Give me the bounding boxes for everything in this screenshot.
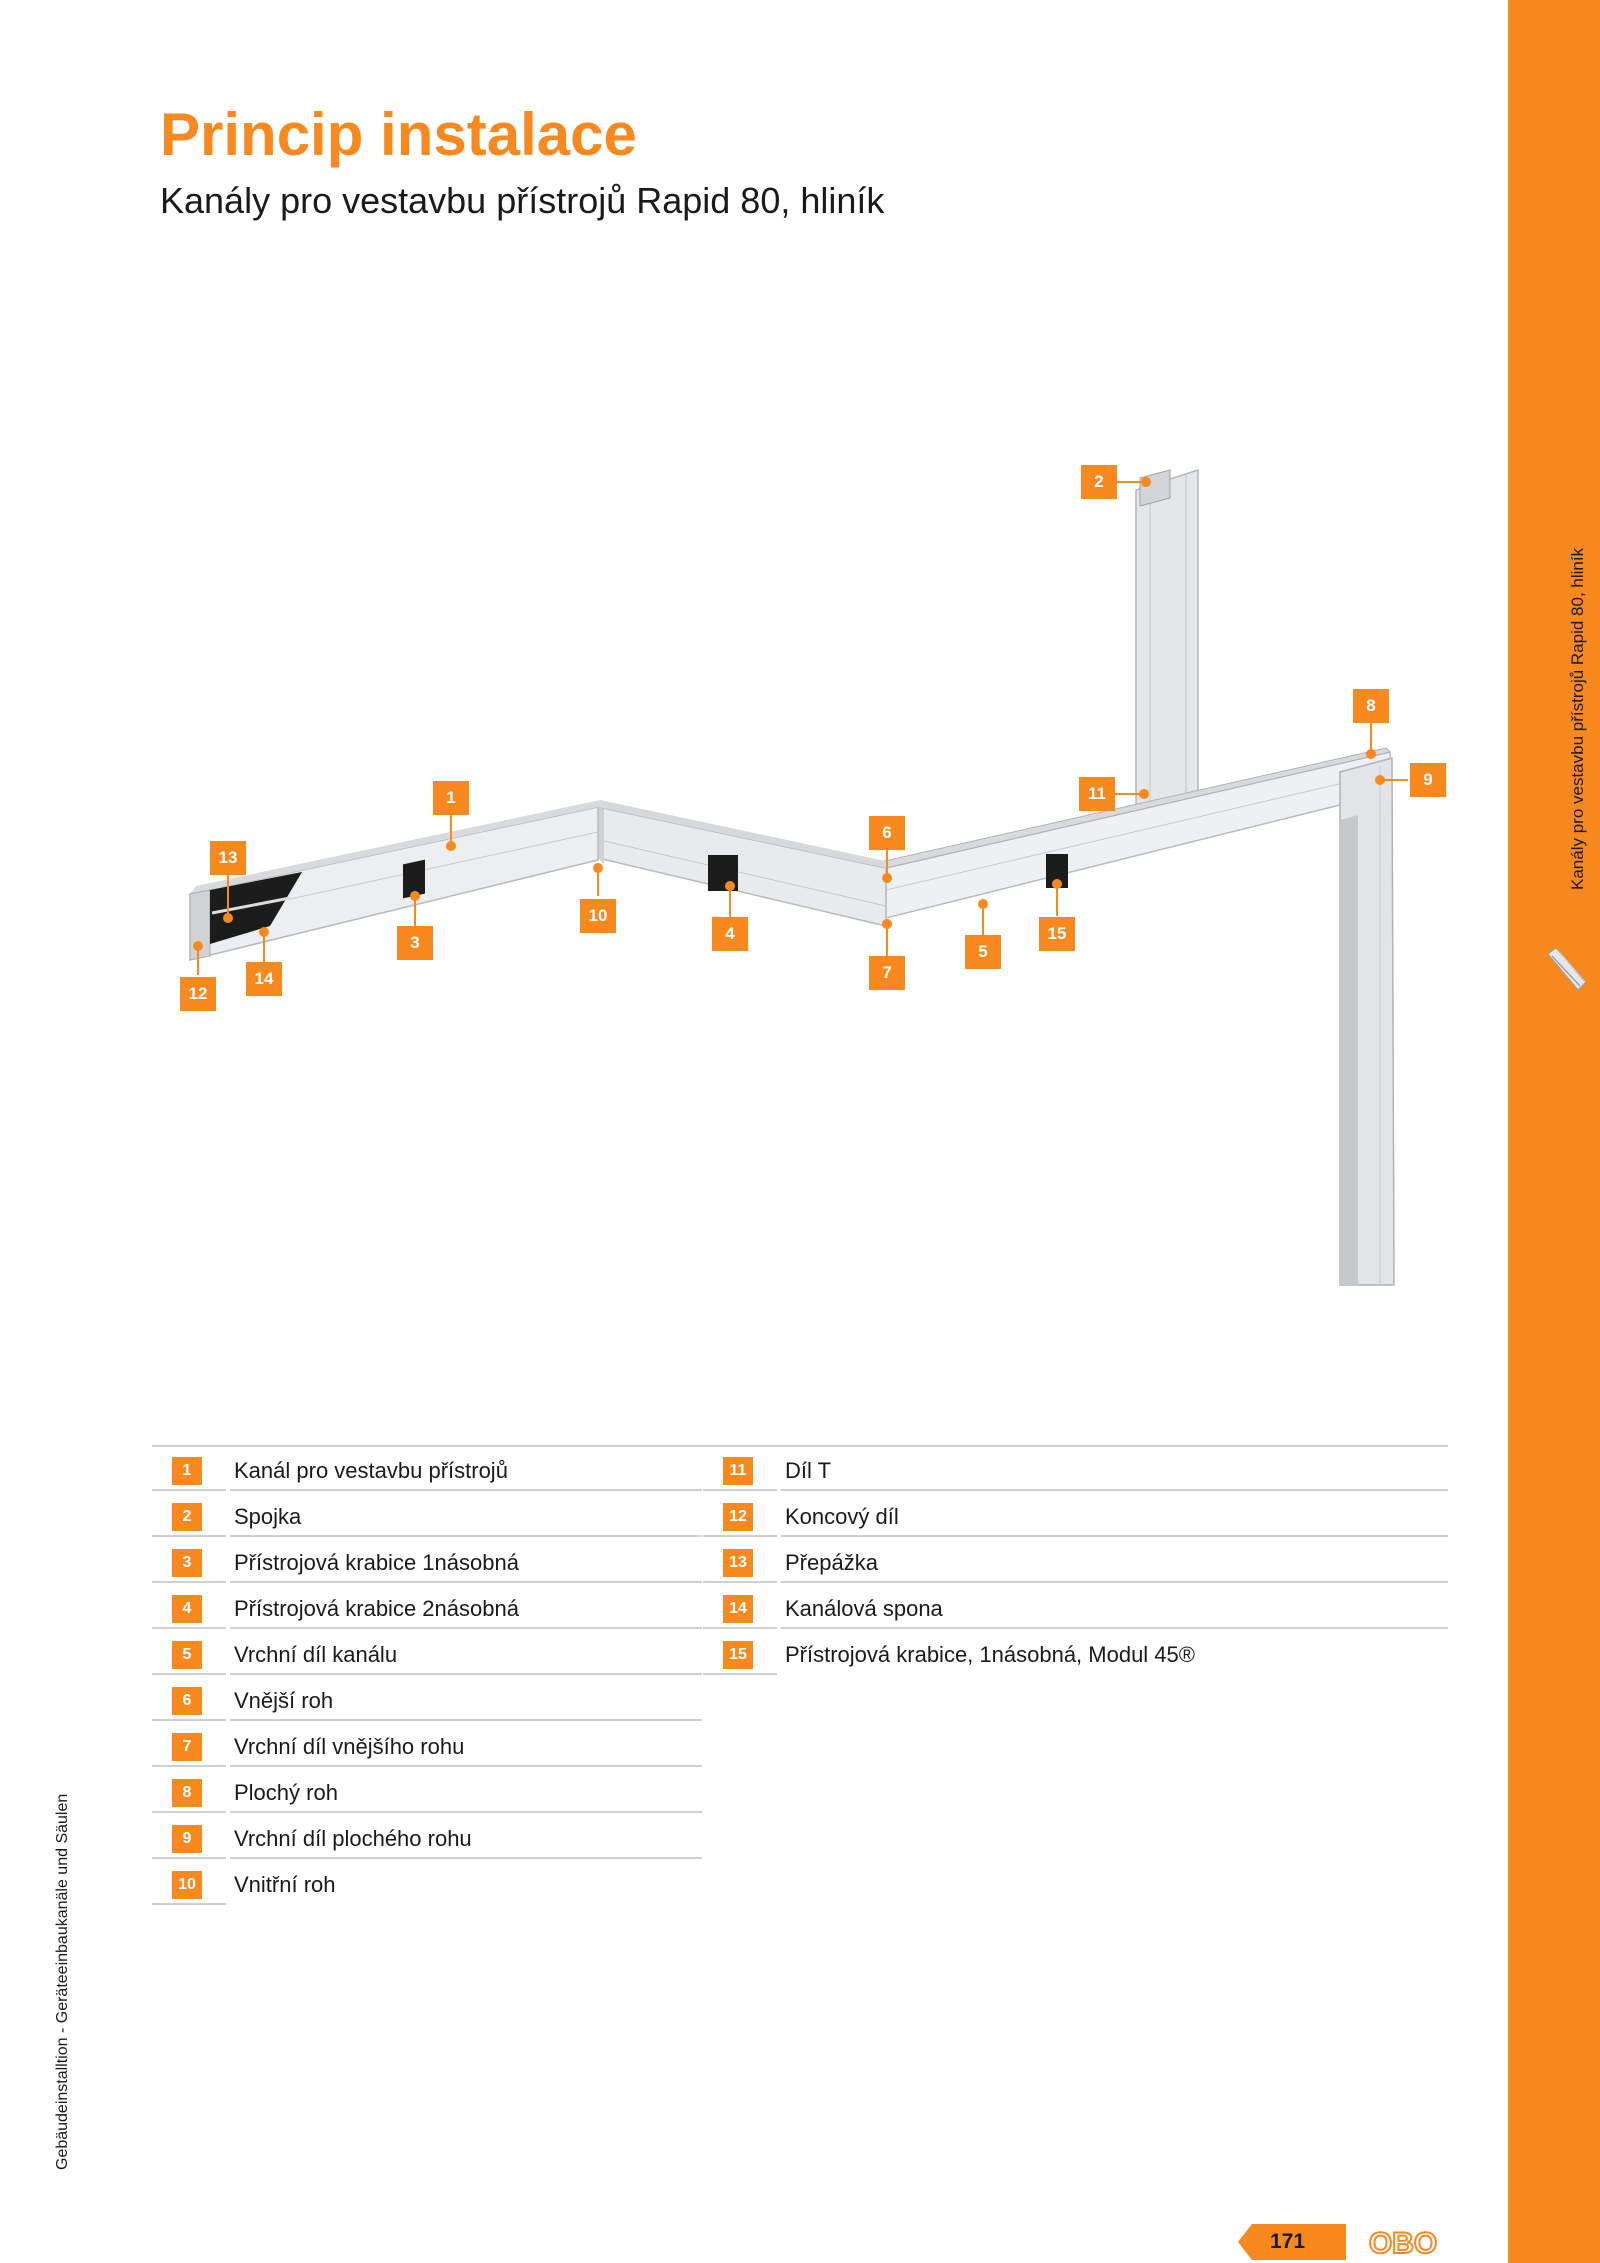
legend-label: Vnější roh [234, 1688, 334, 1713]
legend-label: Koncový díl [785, 1504, 899, 1529]
legend-item [703, 1583, 1448, 1629]
legend-item [152, 1629, 702, 1675]
legend-item [152, 1721, 702, 1767]
vertical-riser [1136, 470, 1198, 816]
legend-label: Vnitřní roh [234, 1872, 336, 1897]
legend-item [152, 1859, 702, 1905]
legend-label: Vrchní díl vnějšího rohu [234, 1734, 465, 1759]
callout-5: 5 [965, 935, 1001, 969]
legend-number: 6 [172, 1687, 202, 1715]
sidebar-band [1508, 0, 1600, 2263]
page-subtitle: Kanály pro vestavbu přístrojů Rapid 80, hliník [160, 180, 885, 221]
channel-middle [598, 807, 886, 926]
sidebar-section-title: Kanály pro vestavbu přístrojů Rapid 80, hliník [1568, 547, 1587, 890]
legend-item [152, 1491, 702, 1537]
legend-number: 5 [172, 1641, 202, 1669]
legend-item [152, 1813, 702, 1859]
legend-item [703, 1445, 1448, 1491]
legend-item [703, 1491, 1448, 1537]
legend-label: Přepážka [785, 1550, 878, 1575]
legend-item [152, 1583, 702, 1629]
callout-11: 11 [1079, 777, 1115, 811]
legend-number: 12 [723, 1503, 753, 1531]
legend-number: 10 [172, 1871, 202, 1899]
legend-item [152, 1675, 702, 1721]
callout-7: 7 [869, 956, 905, 990]
legend-divider [152, 1903, 226, 1905]
callout-9: 9 [1410, 763, 1446, 797]
legend-label: Plochý roh [234, 1780, 338, 1805]
legend-item [152, 1445, 702, 1491]
legend-number: 15 [723, 1641, 753, 1669]
legend-item [152, 1537, 702, 1583]
page-number: 171 [1270, 2230, 1306, 2253]
legend-number: 11 [723, 1457, 753, 1485]
page-title: Princip instalace [160, 101, 637, 168]
legend-label: Přístrojová krabice 2násobná [234, 1596, 519, 1621]
legend-label: Díl T [785, 1458, 832, 1483]
legend-number: 8 [172, 1779, 202, 1807]
callout-8: 8 [1353, 689, 1389, 723]
legend-label: Přístrojová krabice 1násobná [234, 1550, 519, 1575]
callout-2: 2 [1081, 465, 1117, 499]
legend-right-column [703, 1445, 1448, 1675]
legend-item [703, 1629, 1448, 1675]
obo-logo [1360, 2226, 1446, 2260]
legend-label: Vrchní díl kanálu [234, 1642, 398, 1667]
callout-10: 10 [580, 899, 616, 933]
callout-14: 14 [246, 962, 282, 996]
legend-number: 13 [723, 1549, 753, 1577]
legend-number: 3 [172, 1549, 202, 1577]
legend-label: Kanálová spona [785, 1596, 943, 1621]
callout-12: 12 [180, 977, 216, 1011]
footer-section-title: Gebäudeinstalltion - Geräteeinbaukanäle und Säulen [54, 1793, 71, 2170]
legend-label: Vrchní díl plochého rohu [234, 1826, 472, 1851]
callout-1: 1 [433, 781, 469, 815]
logo-text: OBO [1368, 2227, 1438, 2260]
legend-number: 14 [723, 1595, 753, 1623]
callout-13: 13 [210, 841, 246, 875]
callout-15: 15 [1039, 917, 1075, 951]
channel-thumbnail-icon [1546, 946, 1588, 992]
legend-item [152, 1767, 702, 1813]
legend-number: 2 [172, 1503, 202, 1531]
legend-left-column [152, 1445, 702, 1905]
callout-6: 6 [869, 816, 905, 850]
legend-number: 7 [172, 1733, 202, 1761]
callout-3: 3 [397, 926, 433, 960]
legend-label: Kanál pro vestavbu přístrojů [234, 1458, 508, 1483]
legend-number: 4 [172, 1595, 202, 1623]
legend-label: Spojka [234, 1504, 302, 1529]
legend-number: 1 [172, 1457, 202, 1485]
legend-divider [703, 1673, 777, 1675]
legend-label: Přístrojová krabice, 1násobná, Modul 45® [785, 1642, 1195, 1667]
legend-item [703, 1537, 1448, 1583]
installation-diagram [0, 440, 1500, 1340]
legend-number: 9 [172, 1825, 202, 1853]
callout-4: 4 [712, 917, 748, 951]
